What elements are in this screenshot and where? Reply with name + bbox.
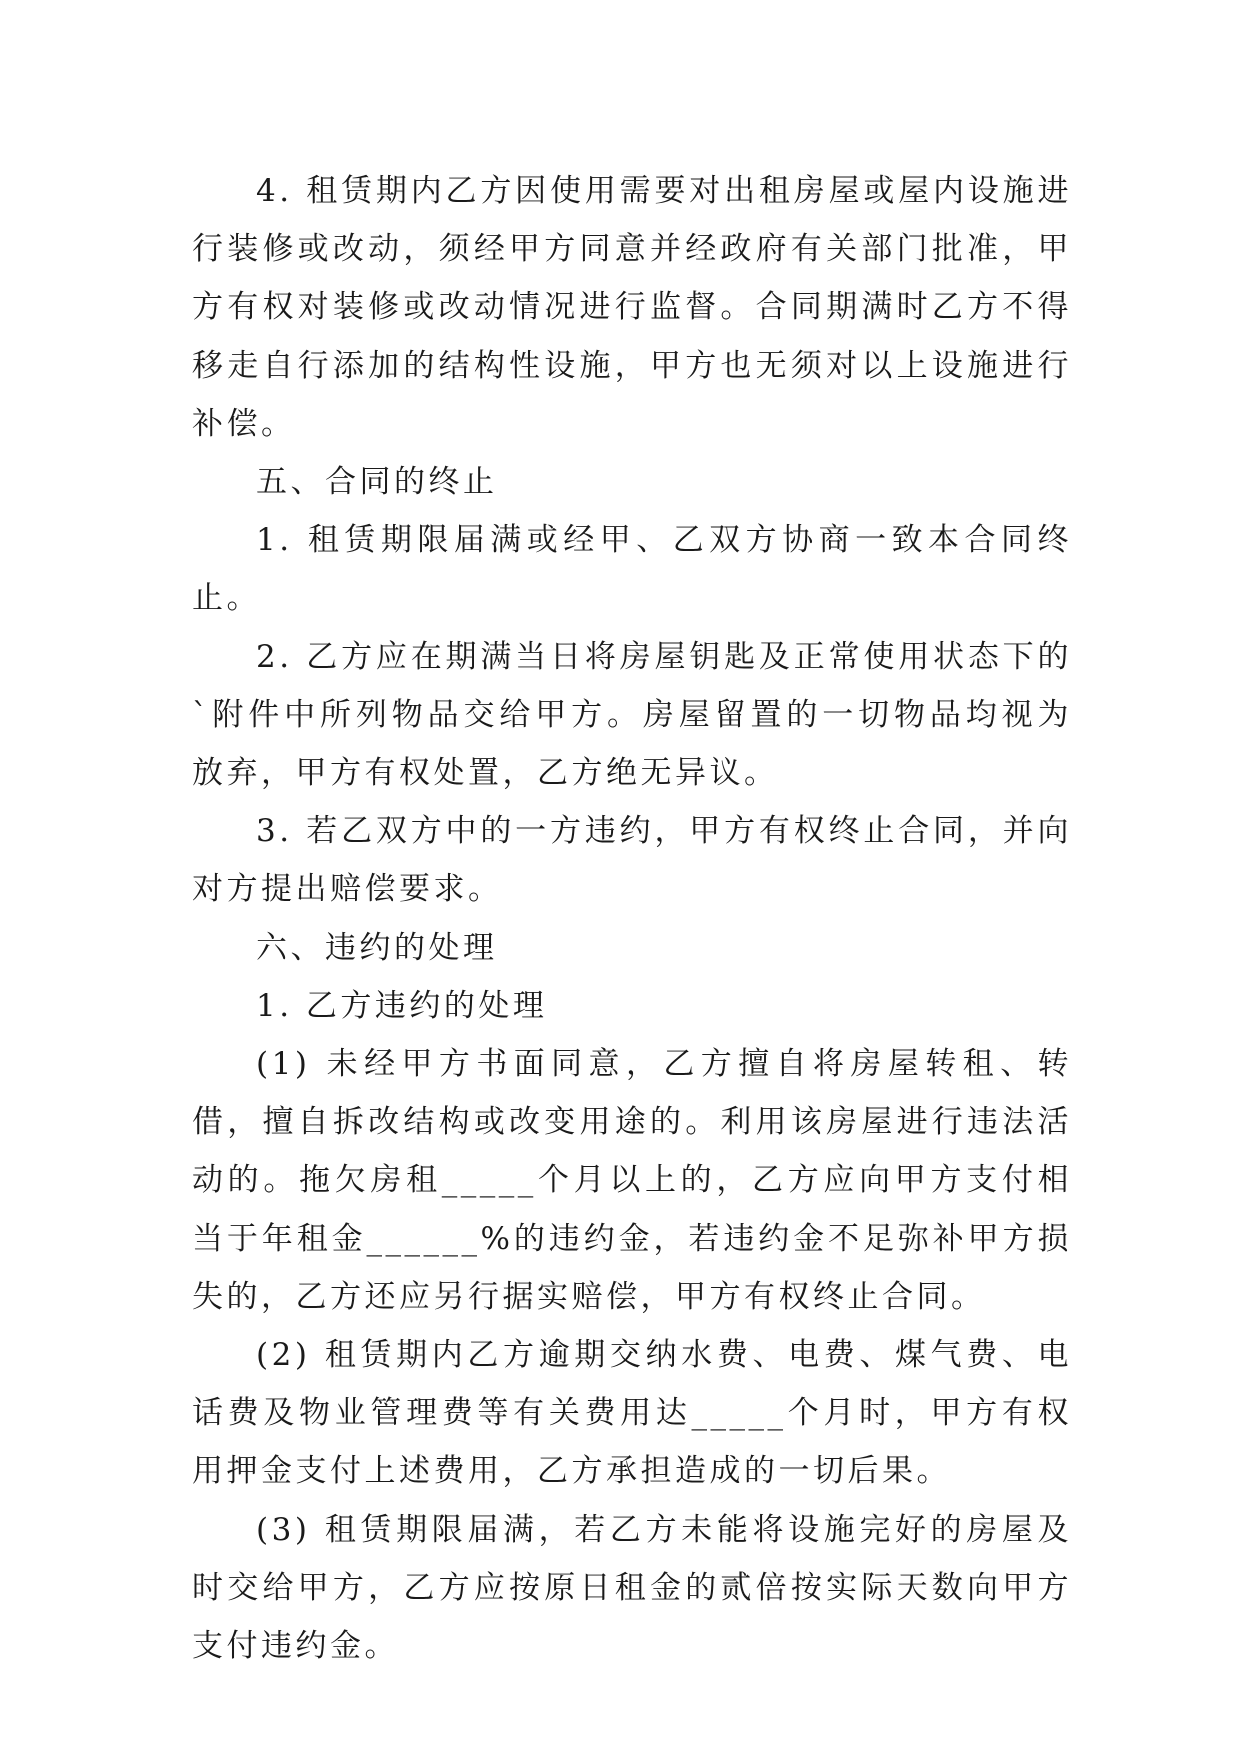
document-body xyxy=(192,162,1072,1675)
termination-clause-3: 3. 若乙双方中的一方违约，甲方有权终止合同，并向对方提出赔偿要求。 xyxy=(192,813,1072,908)
breach-item-1: (1) 未经甲方书面同意，乙方擅自将房屋转租、转借，擅自拆改结构或改变用途的。利用该房屋进行违法活动的。拖欠房租_____个月以上的，乙方应向甲方支付相当于年租金______%的违约金，若违约金不足弥补甲方损失的，乙方还应另行据实赔偿，甲方有权终止合同。 xyxy=(192,1046,1072,1315)
termination-clause-2: 2. 乙方应在期满当日将房屋钥匙及正常使用状态下的`附件中所列物品交给甲方。房屋留置的一切物品均视为放弃，甲方有权处置，乙方绝无异议。 xyxy=(192,638,1072,792)
breach-item-2: (2) 租赁期内乙方逾期交纳水费、电费、煤气费、电话费及物业管理费等有关费用达_____个月时，甲方有权用押金支付上述费用，乙方承担造成的一切后果。 xyxy=(192,1337,1072,1490)
breach-item-3: (3) 租赁期限届满，若乙方未能将设施完好的房屋及时交给甲方，乙方应按原日租金的贰倍按实际天数向甲方支付违约金。 xyxy=(192,1511,1072,1665)
section-heading-breach: 六、违约的处理 xyxy=(256,929,498,966)
section-heading-termination: 五、合同的终止 xyxy=(256,464,498,501)
clause-4-renovation: 4. 租赁期内乙方因使用需要对出租房屋或屋内设施进行装修或改动，须经甲方同意并经政府有关部门批准，甲方有权对装修或改动情况进行监督。合同期满时乙方不得移走自行添加的结构性设施，甲方也无须对以上设施进行补偿。 xyxy=(192,173,1072,442)
subheading-tenant-breach: 1. 乙方违约的处理 xyxy=(256,987,548,1024)
termination-clause-1: 1. 租赁期限届满或经甲、乙双方协商一致本合同终止。 xyxy=(192,522,1072,617)
